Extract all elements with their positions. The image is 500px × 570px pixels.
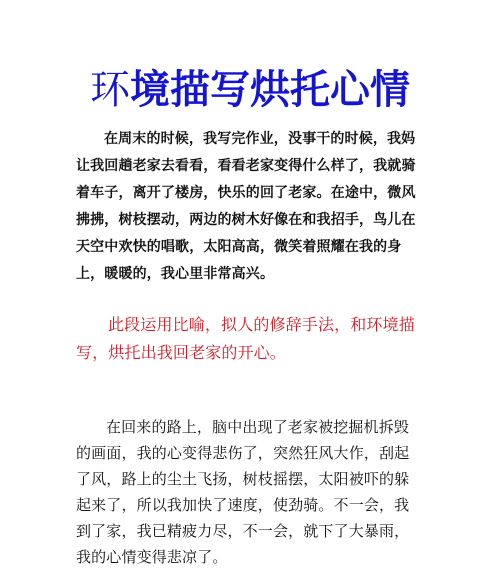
document-title	[0, 64, 500, 116]
title-first-char: 环	[90, 67, 130, 113]
title-rest: 境描写烘托心情	[130, 67, 410, 113]
paragraph-return-trip: 在回来的路上，脑中出现了老家被挖掘机拆毁的画面，我的心变得悲伤了，突然狂风大作，刮起了风，路上的尘土飞扬，树枝摇摆，太阳被吓的躲起来了，所以我加快了速度，使劲骑。不一会，我到了家，我已精疲力尽，不一会，就下了大暴雨，我的心情变得悲凉了。	[76, 418, 410, 566]
paragraph-outbound-trip: 在周末的时候，我写完作业，没事干的时候，我妈让我回趟老家去看看，看看老家变得什么样了，我就骑着车子，离开了楼房，快乐的回了老家。在途中，微风拂拂，树枝摆动，两边的树木好像在和我招手，鸟儿在天空中欢快的唱歌，太阳高高，微笑着照耀在我的身上，暖暖的，我心里非常高兴。	[76, 131, 416, 282]
annotation-note: 此段运用比喻，拟人的修辞手法，和环境描写，烘托出我回老家的开心。	[76, 315, 415, 362]
